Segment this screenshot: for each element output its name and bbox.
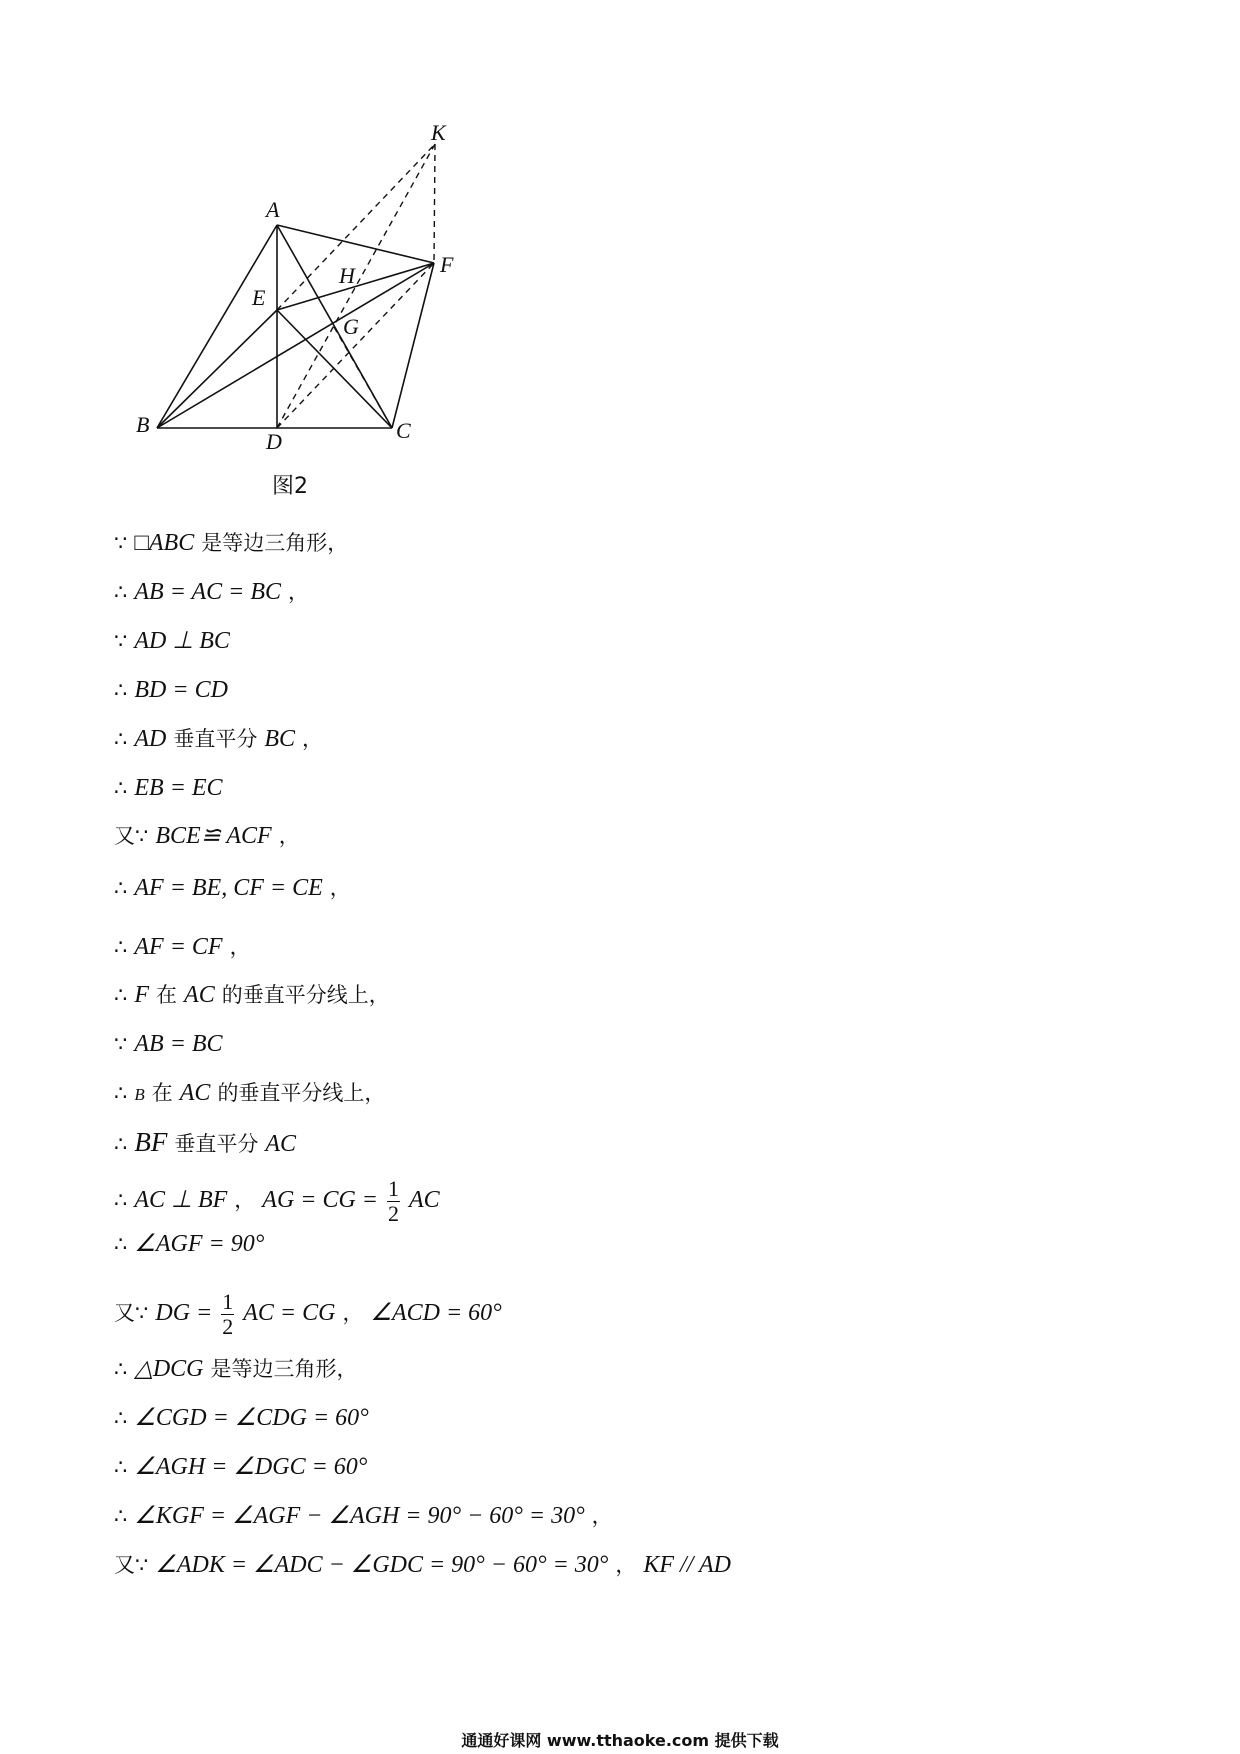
proof-line-16: 又∵ DG = $\frac{1}{2}$ AC = CG ， ∠ACD = 60° [114,1288,502,1339]
point-label-b: B [136,412,150,437]
point-label-c: C [396,418,411,443]
proof-line-7: 又∵ BCE≌ ACF ， [114,823,300,849]
footer-watermark: 通通好课网 www.tthaoke.com 提供下载 [461,1731,779,1750]
proof-line-20: ∴ ∠KGF = ∠AGF − ∠AGH = 90° − 60° = 30° ， [114,1503,613,1529]
point-label-e: E [252,285,266,310]
dashed-segment-ek [277,144,435,310]
proof-line-18: ∴ ∠CGD = ∠CDG = 60° [114,1405,369,1431]
proof-line-15: ∴ ∠AGF = 90° [114,1231,265,1257]
figure-caption: 图2 [272,474,308,499]
point-label-h: H [339,263,355,288]
dashed-segment-df [277,263,434,428]
proof-line-2: ∴ AB = AC = BC ， [114,579,309,605]
point-label-f: F [440,252,454,277]
proof-line-8: ∴ AF = BE, CF = CE ， [114,875,351,901]
point-label-d: D [266,429,282,454]
proof-line-10: ∴ F 在 AC 的垂直平分线上， [114,982,390,1008]
segment-bf [157,263,434,428]
segment-ab [157,225,277,428]
proof-line-3: ∵ AD ⊥ BC [114,628,230,654]
point-label-g: G [343,314,359,339]
proof-line-12: ∴ B 在 AC 的垂直平分线上， [114,1080,386,1106]
dashed-segment-kf [434,144,435,263]
proof-line-1: ∵ □ABC 是等边三角形， [114,530,349,556]
proof-line-21: 又∵ ∠ADK = ∠ADC − ∠GDC = 90° − 60° = 30° ， KF // AD [114,1552,731,1578]
point-label-a: A [266,197,280,222]
proof-line-4: ∴ BD = CD [114,677,228,703]
geometry-figure [0,0,520,460]
segment-cf [392,263,434,428]
proof-line-17: ∴ △DCG 是等边三角形， [114,1356,358,1382]
proof-line-19: ∴ ∠AGH = ∠DGC = 60° [114,1454,368,1480]
proof-line-6: ∴ EB = EC [114,775,223,801]
proof-line-11: ∵ AB = BC [114,1031,223,1057]
proof-line-9: ∴ AF = CF ， [114,934,251,960]
proof-line-14: ∴ AC ⊥ BF ， AG = CG = $\frac{1}{2}$ AC [114,1175,440,1226]
segment-ef [277,263,434,310]
proof-line-13: ∴ BF 垂直平分 AC [114,1127,297,1157]
segment-af [277,225,434,263]
proof-line-5: ∴ AD 垂直平分 BC ， [114,726,324,752]
fraction-one-half: $\frac{1}{2}$ [388,1175,400,1226]
point-label-k: K [431,120,446,145]
fraction-one-half: $\frac{1}{2}$ [222,1288,234,1339]
